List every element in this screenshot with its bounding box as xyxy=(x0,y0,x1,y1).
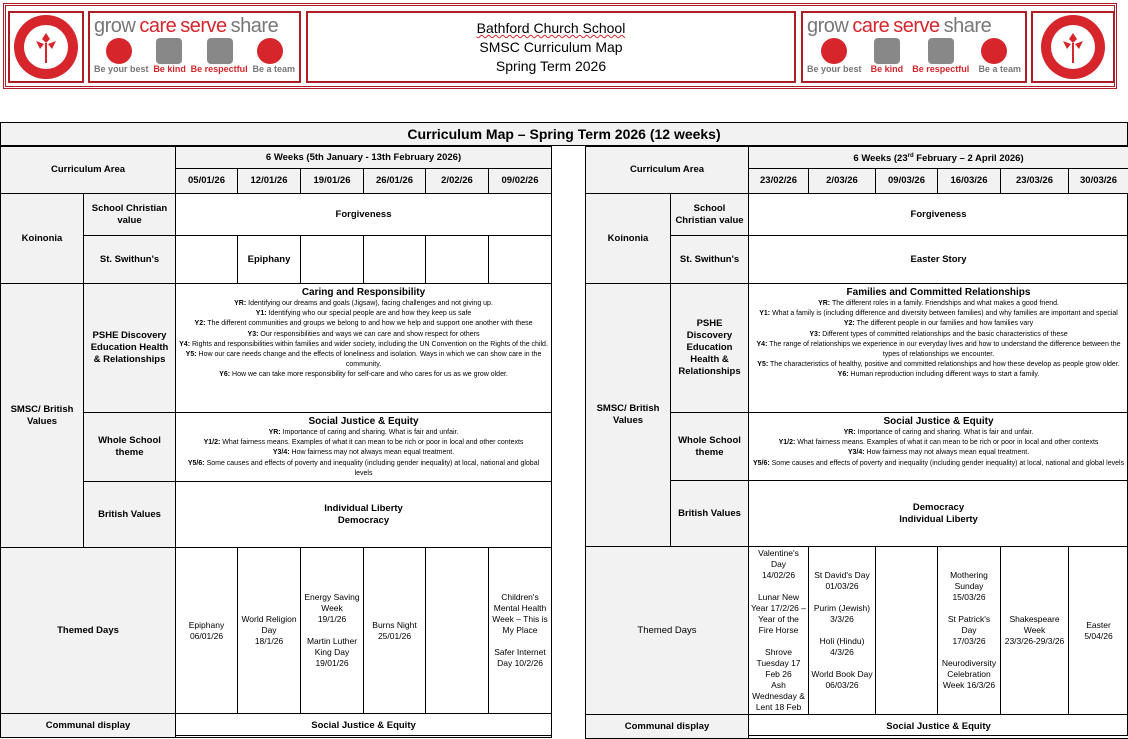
banner-word: grow xyxy=(807,15,848,37)
themed-day-cell: Burns Night 25/01/26 xyxy=(364,548,426,714)
banner-word: serve xyxy=(180,15,226,37)
year-text: What fairness means. Examples of what it can mean to be rich or poor in local and other contexts xyxy=(222,439,523,446)
year-label: Y4: xyxy=(179,341,190,348)
year-item xyxy=(752,428,1125,438)
banner-word: grow xyxy=(94,15,135,37)
swithuns-cell xyxy=(489,236,552,284)
period-header: 6 Weeks (5th January - 13th February 2026) xyxy=(176,147,552,169)
year-text: Our responsibilities and ways we can care and show respect for others xyxy=(260,331,479,338)
smsc-label: SMSC/ British Values xyxy=(1,284,84,548)
year-text: Importance of caring and sharing. What is fair and unfair. xyxy=(858,429,1034,436)
whole-school-theme-content xyxy=(176,413,552,482)
year-label: Y2: xyxy=(844,320,855,327)
year-item xyxy=(752,448,1125,458)
year-text: Some causes and effects of poverty and inequality (including gender inequality) at local, national and global levels xyxy=(772,460,1124,467)
year-text: The range of relationships we experience in our everyday lives and how to understand the difference between the types of relationships we encounter. xyxy=(769,341,1120,358)
smsc-label: SMSC/ British Values xyxy=(586,284,671,547)
whole-school-theme-label: Whole School theme xyxy=(84,413,176,482)
banner-label: Be respectful xyxy=(912,64,969,74)
year-text: The different people in our families and how families vary xyxy=(857,320,1034,327)
pshe-label: PSHE Discovery Education Health & Relationships xyxy=(84,284,176,413)
school-logo-right xyxy=(1031,11,1115,83)
year-item xyxy=(752,459,1125,469)
year-item xyxy=(179,428,548,438)
week-date: 16/03/26 xyxy=(938,169,1001,194)
pshe-content xyxy=(176,284,552,413)
year-text: Different types of committed relationships and the basic characteristics of these xyxy=(822,331,1067,338)
british-values-label: British Values xyxy=(671,481,749,547)
map-title: Curriculum Map – Spring Term 2026 (12 weeks) xyxy=(1,123,1127,146)
year-item xyxy=(179,299,548,309)
year-item xyxy=(752,330,1125,340)
swithuns-cell xyxy=(176,236,238,284)
year-item xyxy=(179,448,548,458)
themed-days-label: Themed Days xyxy=(1,548,176,714)
year-item xyxy=(752,438,1125,448)
banner-label: Be your best xyxy=(94,64,149,74)
year-text: The different communities and groups we belong to and how we help and support one another with these xyxy=(207,320,532,327)
year-text: How fairness may not always mean equal treatment. xyxy=(867,449,1030,456)
year-label: Y5/6: xyxy=(753,460,770,467)
year-item xyxy=(752,309,1125,319)
year-item xyxy=(752,299,1125,309)
year-item xyxy=(179,330,548,340)
week-date: 2/02/26 xyxy=(426,169,489,194)
school-crest-icon xyxy=(1039,13,1107,81)
koinonia-label: Koinonia xyxy=(1,194,84,284)
year-text: How our care needs change and the effects of loneliness and isolation. Ways in which we can show care in the community. xyxy=(199,351,542,368)
koinonia-label: Koinonia xyxy=(586,194,671,284)
themed-day-cell xyxy=(876,547,938,715)
year-item xyxy=(752,360,1125,370)
swithuns-label: St. Swithun's xyxy=(84,236,176,284)
year-item xyxy=(752,340,1125,360)
values-banner-left xyxy=(88,11,301,83)
period-post: February – 2 April 2026) xyxy=(914,153,1024,164)
period-pre: 6 Weeks (23 xyxy=(853,153,907,164)
term-name: Spring Term 2026 xyxy=(308,57,794,76)
year-text: How fairness may not always mean equal treatment. xyxy=(292,449,455,456)
year-text: Identifying who our special people are and how they keep us safe xyxy=(269,310,472,317)
doc-name: SMSC Curriculum Map xyxy=(308,38,794,57)
year-text: What fairness means. Examples of what it can mean to be rich or poor in local and other contexts xyxy=(797,439,1098,446)
year-text: What a family is (including difference and diversity between families) and why families are important and special xyxy=(772,310,1118,317)
themed-day-cell: Shakespeare Week 23/3/26-29/3/26 xyxy=(1001,547,1069,715)
british-value: Individual Liberty xyxy=(178,503,549,515)
banner-word: care xyxy=(852,15,889,37)
right-half-table xyxy=(585,146,1128,739)
banner-word: serve xyxy=(893,15,939,37)
year-label: Y3: xyxy=(248,331,259,338)
year-label: Y5/6: xyxy=(188,460,205,467)
whole-school-theme-content xyxy=(749,413,1128,481)
pshe-content xyxy=(749,284,1128,413)
swithuns-cell xyxy=(364,236,426,284)
week-date: 12/01/26 xyxy=(238,169,301,194)
left-half-table xyxy=(0,146,552,738)
christian-value-label: School Christian value xyxy=(84,194,176,236)
school-name: Bathford Church School xyxy=(308,19,794,38)
week-date: 30/03/26 xyxy=(1069,169,1128,194)
banner-label: Be kind xyxy=(871,64,904,74)
year-text: Human reproduction including different ways to start a family. xyxy=(851,371,1040,378)
whole-school-theme-label: Whole School theme xyxy=(671,413,749,481)
year-item xyxy=(179,350,548,370)
year-item xyxy=(179,438,548,448)
christian-value: Forgiveness xyxy=(176,194,552,236)
year-text: The different roles in a family. Friendships and what makes a good friend. xyxy=(832,300,1059,307)
week-date: 19/01/26 xyxy=(301,169,364,194)
year-item xyxy=(179,309,548,319)
year-label: Y6: xyxy=(219,371,230,378)
themed-day-cell: Energy Saving Week 19/1/26 Martin Luther King Day 19/01/26 xyxy=(301,548,364,714)
themed-day-cell: Children's Mental Health Week – This is My Place Safer Internet Day 10/2/26 xyxy=(489,548,552,714)
british-values-content xyxy=(176,482,552,548)
section-title: Social Justice & Equity xyxy=(752,415,1125,428)
themed-day-cell: Epiphany 06/01/26 xyxy=(176,548,238,714)
swithuns-cell: Epiphany xyxy=(238,236,301,284)
document-title xyxy=(306,11,796,83)
communal-display-content: Social Justice & Equity xyxy=(176,714,552,738)
curriculum-area-header: Curriculum Area xyxy=(586,147,749,194)
banner-label: Be kind xyxy=(153,64,186,74)
year-label: Y3/4: xyxy=(848,449,865,456)
british-value: Democracy xyxy=(751,502,1126,514)
year-text: Identifying our dreams and goals (Jigsaw), facing challenges and not giving up. xyxy=(248,300,493,307)
year-label: Y1: xyxy=(256,310,267,317)
banner-label: Be a team xyxy=(252,64,295,74)
christian-value-label: School Christian value xyxy=(671,194,749,236)
year-label: Y6: xyxy=(838,371,849,378)
week-date: 05/01/26 xyxy=(176,169,238,194)
year-label: Y4: xyxy=(757,341,768,348)
banner-label: Be a team xyxy=(978,64,1021,74)
year-label: Y2: xyxy=(195,320,206,327)
section-title: Families and Committed Relationships xyxy=(752,286,1125,299)
year-item xyxy=(179,459,548,479)
year-label: Y1: xyxy=(759,310,770,317)
swithuns-label: St. Swithun's xyxy=(671,236,749,284)
year-item xyxy=(179,340,548,350)
communal-display-label: Communal display xyxy=(586,715,749,739)
week-date: 23/02/26 xyxy=(749,169,809,194)
communal-display-label: Communal display xyxy=(1,714,176,738)
swithuns-cell xyxy=(301,236,364,284)
british-value: Democracy xyxy=(178,515,549,527)
year-label: Y5: xyxy=(186,351,197,358)
themed-day-cell: Valentine's Day 14/02/26 Lunar New Year 17/2/26 – Year of the Fire Horse Shrove Tuesday 17 Feb 26 Ash Wednesday & Lent 18 Feb xyxy=(749,547,809,715)
school-crest-icon xyxy=(12,13,80,81)
year-label: YR: xyxy=(234,300,246,307)
swithuns-cell: Easter Story xyxy=(749,236,1128,284)
year-label: YR: xyxy=(269,429,281,436)
communal-display-content: Social Justice & Equity xyxy=(749,715,1128,739)
themed-day-cell: Mothering Sunday 15/03/26 St Patrick's Day 17/03/26 Neurodiversity Celebration Week 16/3/26 xyxy=(938,547,1001,715)
christian-value: Forgiveness xyxy=(749,194,1128,236)
british-value: Individual Liberty xyxy=(751,514,1126,526)
banner-word: share xyxy=(944,15,992,37)
banner-word: share xyxy=(231,15,279,37)
year-label: YR: xyxy=(844,429,856,436)
banner-label: Be your best xyxy=(807,64,862,74)
themed-days-label: Themed Days xyxy=(586,547,749,715)
year-label: YR: xyxy=(818,300,830,307)
banner-word: care xyxy=(139,15,176,37)
values-banner-right xyxy=(801,11,1027,83)
curriculum-area-header: Curriculum Area xyxy=(1,147,176,194)
year-text: Importance of caring and sharing. What is fair and unfair. xyxy=(283,429,459,436)
themed-day-cell: World Religion Day 18/1/26 xyxy=(238,548,301,714)
period-header xyxy=(749,147,1128,169)
themed-day-cell: St David's Day 01/03/26 Purim (Jewish) 3/3/26 Holi (Hindu) 4/3/26 World Book Day 06/03/26 xyxy=(809,547,876,715)
banner-label: Be respectful xyxy=(191,64,248,74)
year-label: Y3/4: xyxy=(273,449,290,456)
week-date: 09/03/26 xyxy=(876,169,938,194)
year-text: Some causes and effects of poverty and inequality (including gender inequality) at local, national and global levels xyxy=(207,460,540,477)
week-date: 09/02/26 xyxy=(489,169,552,194)
school-logo-left xyxy=(8,11,84,83)
themed-day-cell: Easter 5/04/26 xyxy=(1069,547,1128,715)
year-label: Y3: xyxy=(809,331,820,338)
year-text: Rights and responsibilities within families and wider society, including the UN Convention on the Rights of the child. xyxy=(192,341,548,348)
year-item xyxy=(179,319,548,329)
pshe-label: PSHE Discovery Education Health & Relationships xyxy=(671,284,749,413)
section-title: Caring and Responsibility xyxy=(179,286,548,299)
week-date: 23/03/26 xyxy=(1001,169,1069,194)
british-values-content xyxy=(749,481,1128,547)
themed-day-cell xyxy=(426,548,489,714)
year-label: Y5: xyxy=(757,361,768,368)
curriculum-map xyxy=(0,122,1128,736)
british-values-label: British Values xyxy=(84,482,176,548)
year-item xyxy=(752,370,1125,380)
year-item xyxy=(752,319,1125,329)
year-label: Y1/2: xyxy=(779,439,796,446)
school-header xyxy=(3,3,1117,89)
period-sup: rd xyxy=(908,153,914,159)
swithuns-cell xyxy=(426,236,489,284)
year-item xyxy=(179,370,548,380)
year-text: How we can take more responsibility for self-care and who cares for us as we grow older. xyxy=(232,371,508,378)
year-label: Y1/2: xyxy=(204,439,221,446)
week-date: 2/03/26 xyxy=(809,169,876,194)
year-text: The characteristics of healthy, positive and committed relationships and how these develop as people grow older. xyxy=(770,361,1120,368)
section-title: Social Justice & Equity xyxy=(179,415,548,428)
week-date: 26/01/26 xyxy=(364,169,426,194)
